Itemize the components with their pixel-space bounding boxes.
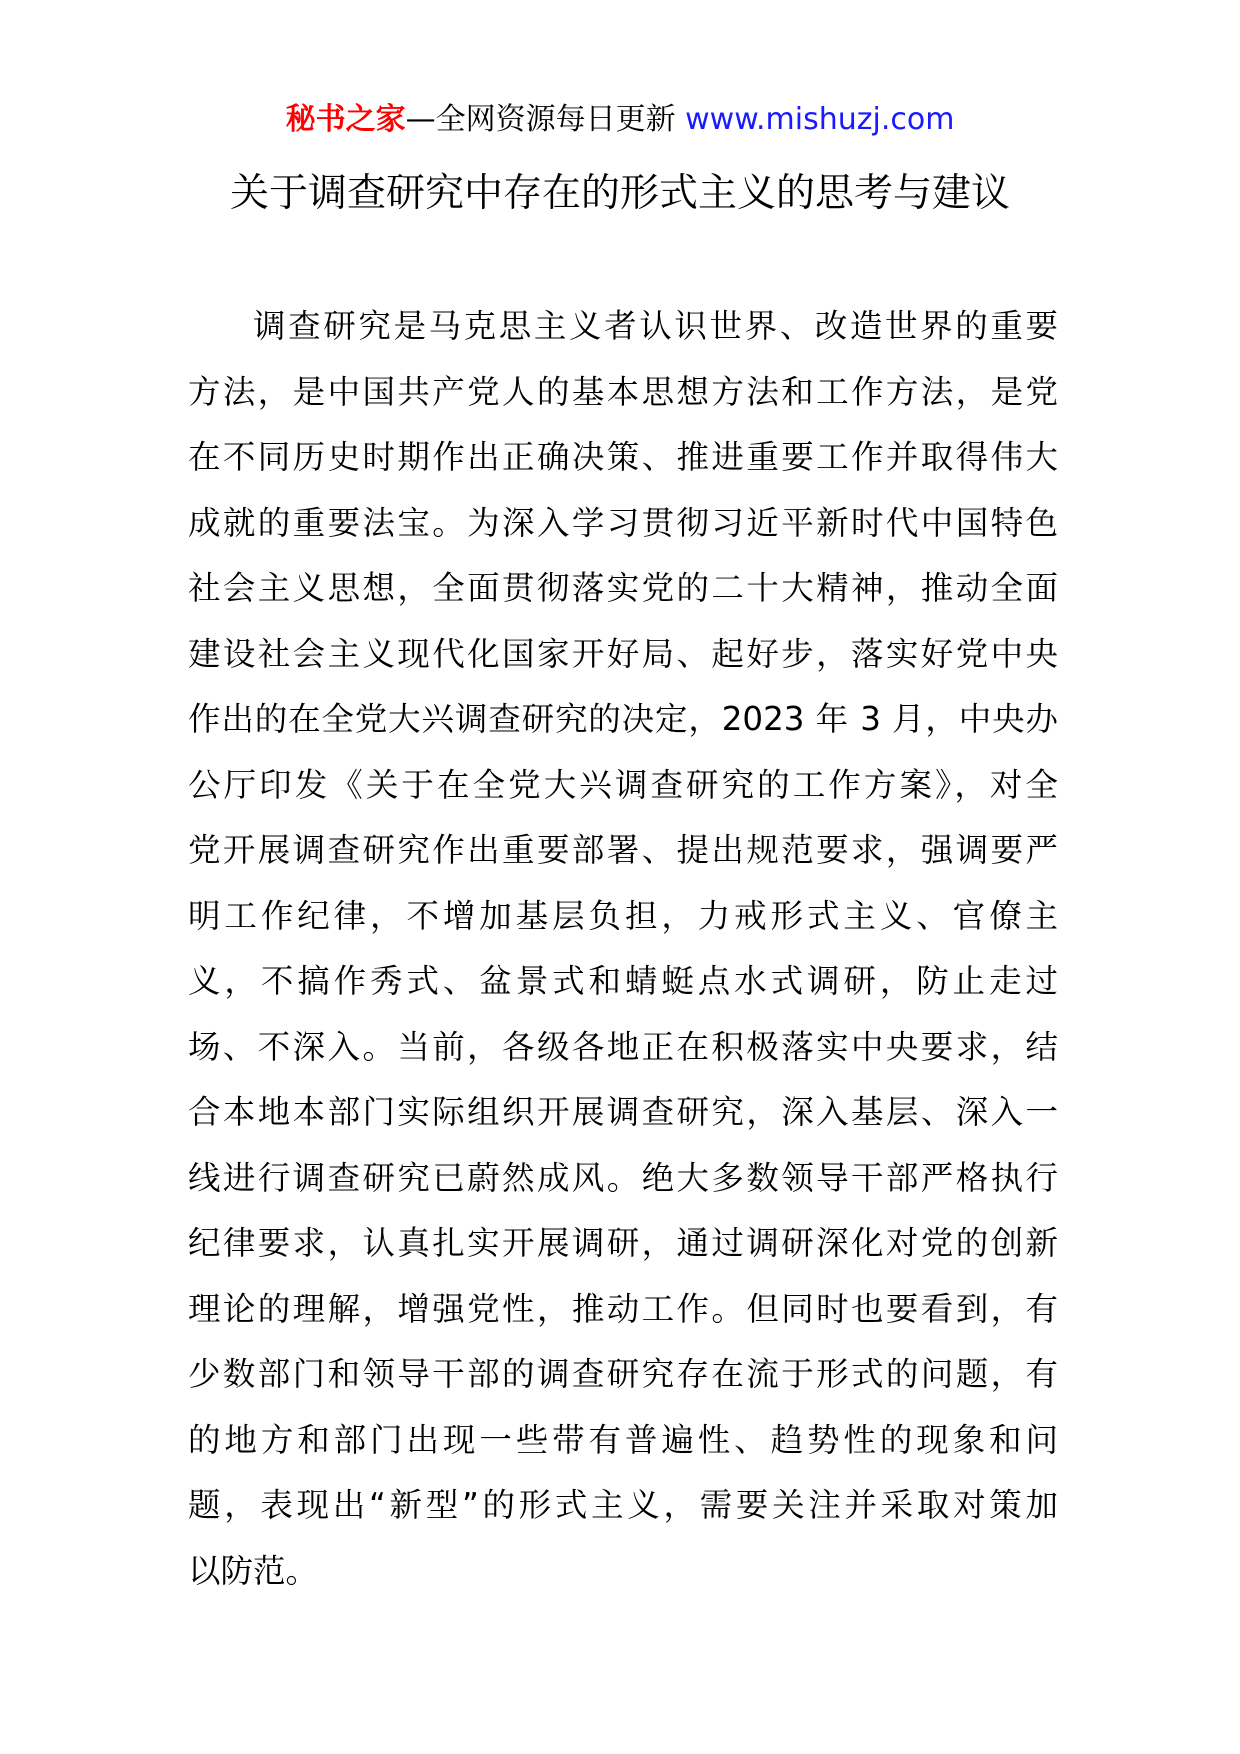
paragraph-line: 的地方和部门出现一些带有普遍性、趋势性的现象和问 — [188, 1420, 1058, 1459]
site-url-link[interactable]: www.mishuzj.com — [685, 102, 955, 137]
document-body — [188, 294, 1058, 1604]
site-brand: 秘书之家 — [285, 102, 406, 137]
paragraph-line: 成就的重要法宝。为深入学习贯彻习近平新时代中国特色 — [188, 503, 1058, 542]
document-title: 关于调查研究中存在的形式主义的思考与建议 — [229, 171, 1010, 216]
paragraph-line: 明工作纪律，不增加基层负担，力戒形式主义、官僚主 — [188, 896, 1058, 935]
paragraph-line: 题，表现出“新型”的形式主义，需要关注并采取对策加 — [188, 1486, 1058, 1524]
paragraph-line: 社会主义思想，全面贯彻落实党的二十大精神，推动全面 — [188, 569, 1058, 607]
paragraph-line: 党开展调查研究作出重要部署、提出规范要求，强调要严 — [188, 831, 1058, 869]
paragraph-line: 纪律要求，认真扎实开展调研，通过调研深化对党的创新 — [188, 1224, 1058, 1262]
paragraph-line: 公厅印发《关于在全党大兴调查研究的工作方案》，对全 — [188, 765, 1058, 804]
paragraph-line: 少数部门和领导干部的调查研究存在流于形式的问题，有 — [188, 1355, 1058, 1393]
paragraph-line: 方法，是中国共产党人的基本思想方法和工作方法，是党 — [188, 372, 1058, 411]
paragraph-line: 理论的理解，增强党性，推动工作。但同时也要看到，有 — [188, 1289, 1058, 1328]
paragraph-line: 线进行调查研究已蔚然成风。绝大多数领导干部严格执行 — [188, 1158, 1058, 1197]
paragraph-line: 场、不深入。当前，各级各地正在积极落实中央要求，结 — [188, 1027, 1058, 1066]
site-header — [0, 100, 1240, 140]
paragraph-line: 以防范。 — [188, 1551, 319, 1590]
paragraph-line: 在不同历史时期作出正确决策、推进重要工作并取得伟大 — [188, 438, 1058, 476]
site-tagline: —全网资源每日更新 — [405, 102, 686, 137]
paragraph-line: 调查研究是马克思主义者认识世界、改造世界的重要 — [253, 307, 1058, 345]
paragraph-line: 作出的在全党大兴调查研究的决定，2023 年 3 月，中央办 — [188, 700, 1058, 738]
paragraph-line: 义，不搞作秀式、盆景式和蜻蜓点水式调研，防止走过 — [188, 962, 1058, 1000]
paragraph-line: 建设社会主义现代化国家开好局、起好步，落实好党中央 — [188, 634, 1058, 673]
paragraph-line: 合本地本部门实际组织开展调查研究，深入基层、深入一 — [188, 1093, 1058, 1131]
